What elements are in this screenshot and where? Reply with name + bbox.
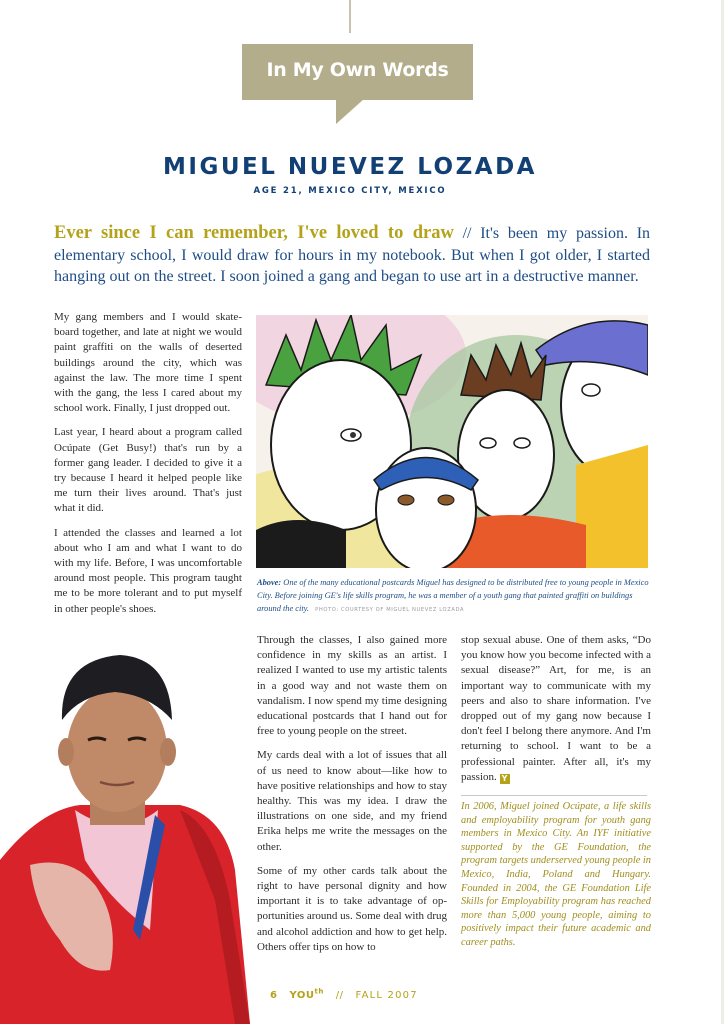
portrait-photo (0, 640, 262, 1024)
paragraph (461, 633, 651, 785)
section-label: In My Own Words (266, 59, 449, 81)
magazine-name-sup: th (314, 988, 324, 996)
magazine-name (289, 990, 323, 1001)
paragraph: Through the classes, I also gained more confidence in my skills as an artist. I realized I wanted to use my artistic talents in a good way and not waste them on vandalism. I now spend my time designing educational postcards that I hand out for free to young people on the street. (257, 634, 447, 738)
postcard-illustration (256, 315, 648, 568)
profile-subtitle: AGE 21, MEXICO CITY, MEXICO (253, 186, 447, 196)
column-2 (257, 633, 447, 964)
profile-name: MIGUEL NUEVEZ LOZADA (163, 154, 537, 180)
paragraph-text: stop sexual abuse. One of them asks, “Do you know how you become infected with a sexual disease?” Art, for me, is an important way to communicate with my peers and also to share information. I've dropped out of my gang now because I don't feel I belong there anymore. And I'm returning to school. I want to be a professional painter. After all, it's my passion. (461, 634, 651, 783)
section-banner (242, 44, 473, 100)
photo-credit: PHOTO: COURTESY OF MIGUEL NUEVEZ LOZADA (315, 607, 465, 613)
paragraph: My gang members and I would skateboard together, and late at night we would paint graffiti on the walls of deserted buildings around the city, which was against the law. The more time I spent with the gang, the less I cared about my school work. Finally, I just dropped out. (54, 311, 242, 415)
caption-lead: Above: (257, 578, 282, 587)
program-sidebar: In 2006, Miguel joined Ocúpate, a life skills and employability program for youth gang members in Mexico City. An IYF initiative supported by the GE Foundation, the program targets underserved young people in Mexico, India, Poland and Hungary. Founded in 2004, the GE Foundation Life Skills for Employability program has reached more than 5,000 young people, aiming to positively impact their future academic and career paths. (461, 801, 651, 948)
paragraph: Some of my other cards talk about the right to have personal dignity and how important it is to take advantage of opportunities around us. Some deal with drug and alcohol addiction and how to get help. Others offer tips on how to (257, 864, 447, 953)
paragraph: I attended the classes and learned a lot about who I am and what I want to do with my life. Before, I was uncomfortable around most people. This program taught me to be more tolerant and to put myself in other people's shoes. (54, 526, 242, 615)
intro-lead: Ever since I can remember, I've loved to draw (54, 223, 454, 243)
intro-separator: // (462, 225, 472, 242)
end-mark-icon: Y (500, 774, 510, 784)
column-1 (54, 310, 242, 626)
paragraph: My cards deal with a lot of issues that all of us need to know about—like how to have positive relationships and how to stay healthy. This was my idea. I draw the illustrations on one side, and my friend Erika helps me write the messages on the other. (257, 749, 447, 853)
issue-date: FALL 2007 (355, 990, 418, 1002)
paragraph: Last year, I heard about a program called Ocúpate (Get Busy!) that's run by a former gang leader. I decided to give it a try because I heard it helped people like me turn their lives around. That's just what it did. (54, 426, 242, 515)
artwork-caption (257, 576, 652, 617)
intro-text: It's been my passion. In elementary school, I would draw for hours in my notebook. But when I got older, I started hanging out on the street. I soon joined a gang and began to use art in a destructive manner. (54, 225, 651, 285)
column-3 (461, 633, 651, 794)
speech-bubble-tail-icon (336, 99, 364, 124)
portrait-icon (0, 640, 262, 1024)
caption-text: One of the many educational postcards Miguel has designed to be distributed free to young people in Mexico City. Before joining GE's life skills program, he was a member of a youth gang that painted graffiti on buildings around the city. (257, 578, 649, 613)
top-rule (349, 0, 351, 33)
footer-separator: // (335, 990, 344, 1002)
intro-paragraph (54, 223, 650, 288)
illustration-icon (256, 315, 648, 568)
magazine-name-text: YOU (289, 990, 315, 1002)
page-number: 6 (270, 990, 278, 1002)
page-footer (270, 988, 426, 1001)
sidebar-divider (461, 795, 647, 796)
